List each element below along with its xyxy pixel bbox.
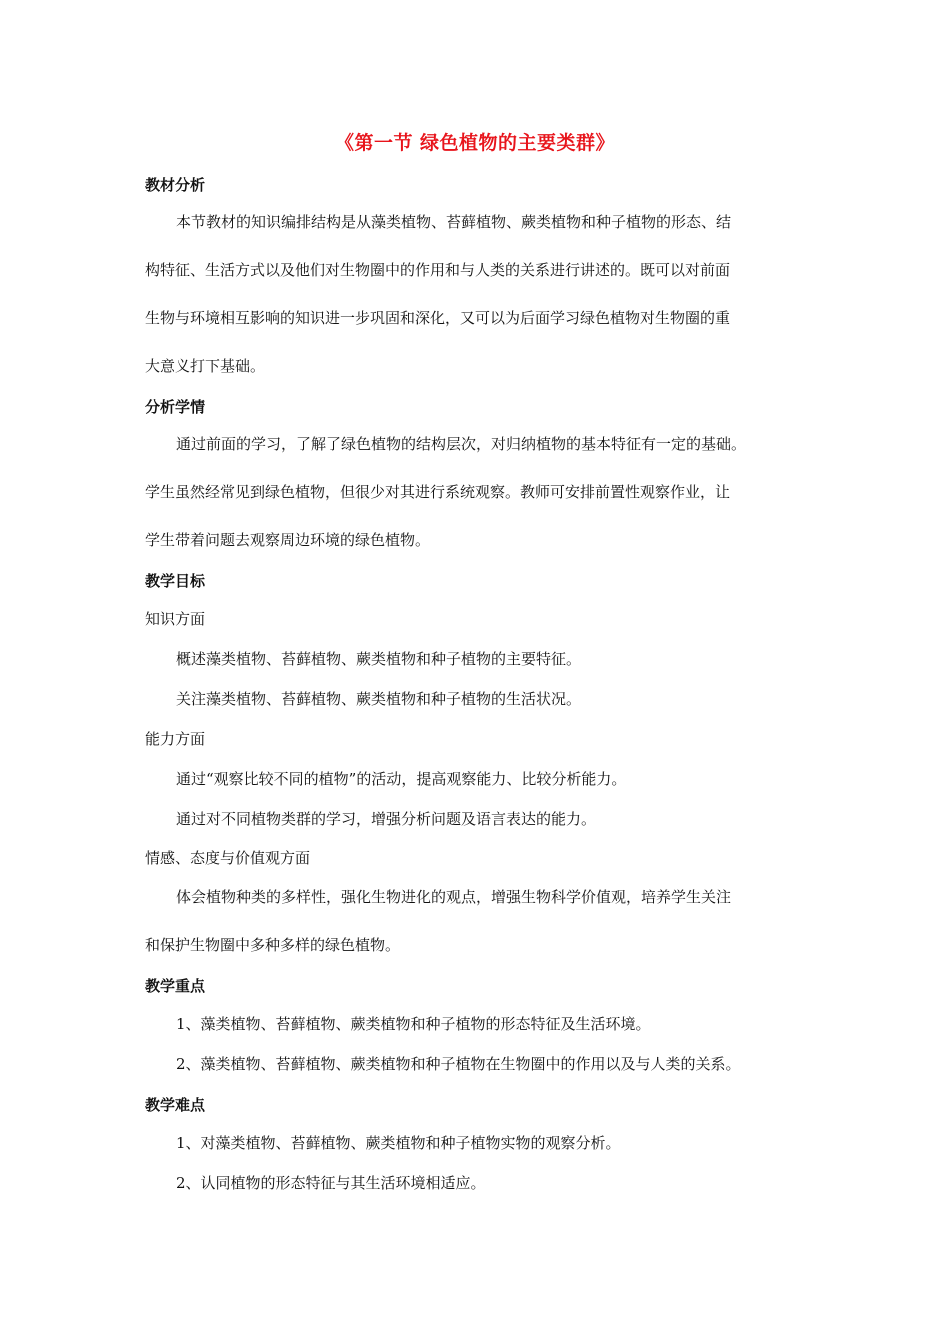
subheading-ability: 能力方面 [145,730,206,748]
paragraph-line: 和保护生物圈中多种多样的绿色植物。 [145,936,401,954]
heading-key-points: 教学重点 [145,977,206,995]
heading-textbook-analysis: 教材分析 [145,176,206,194]
subheading-knowledge: 知识方面 [145,610,206,628]
paragraph-line: 通过前面的学习，了解了绿色植物的结构层次，对归纳植物的基本特征有一定的基础。 [176,435,747,453]
list-item: 1、对藻类植物、苔藓植物、蕨类植物和种子植物实物的观察分析。 [176,1134,621,1152]
list-item: 通过“观察比较不同的植物”的活动，提高观察能力、比较分析能力。 [176,770,627,788]
paragraph-line: 本节教材的知识编排结构是从藻类植物、苔藓植物、蕨类植物和种子植物的形态、结 [176,213,732,231]
subheading-emotion: 情感、态度与价值观方面 [145,849,311,867]
document-title: 《第一节 绿色植物的主要类群》 [334,132,616,154]
paragraph-line: 大意义打下基础。 [145,357,266,375]
paragraph-line: 学生虽然经常见到绿色植物，但很少对其进行系统观察。教师可安排前置性观察作业，让 [145,483,731,501]
list-item: 概述藻类植物、苔藓植物、蕨类植物和种子植物的主要特征。 [176,650,582,668]
list-item: 通过对不同植物类群的学习，增强分析问题及语言表达的能力。 [176,810,597,828]
paragraph-line: 构特征、生活方式以及他们对生物圈中的作用和与人类的关系进行讲述的。既可以对前面 [145,261,731,279]
list-item: 2、藻类植物、苔藓植物、蕨类植物和种子植物在生物圈中的作用以及与人类的关系。 [176,1055,741,1073]
heading-teaching-goals: 教学目标 [145,572,206,590]
heading-difficulties: 教学难点 [145,1096,206,1114]
paragraph-line: 体会植物种类的多样性，强化生物进化的观点，增强生物科学价值观，培养学生关注 [176,888,732,906]
paragraph-line: 学生带着问题去观察周边环境的绿色植物。 [145,531,431,549]
paragraph-line: 生物与环境相互影响的知识进一步巩固和深化，又可以为后面学习绿色植物对生物圈的重 [145,309,731,327]
list-item: 1、藻类植物、苔藓植物、蕨类植物和种子植物的形态特征及生活环境。 [176,1015,651,1033]
list-item: 关注藻类植物、苔藓植物、蕨类植物和种子植物的生活状况。 [176,690,582,708]
heading-student-analysis: 分析学情 [145,398,206,416]
list-item: 2、认同植物的形态特征与其生活环境相适应。 [176,1174,486,1192]
